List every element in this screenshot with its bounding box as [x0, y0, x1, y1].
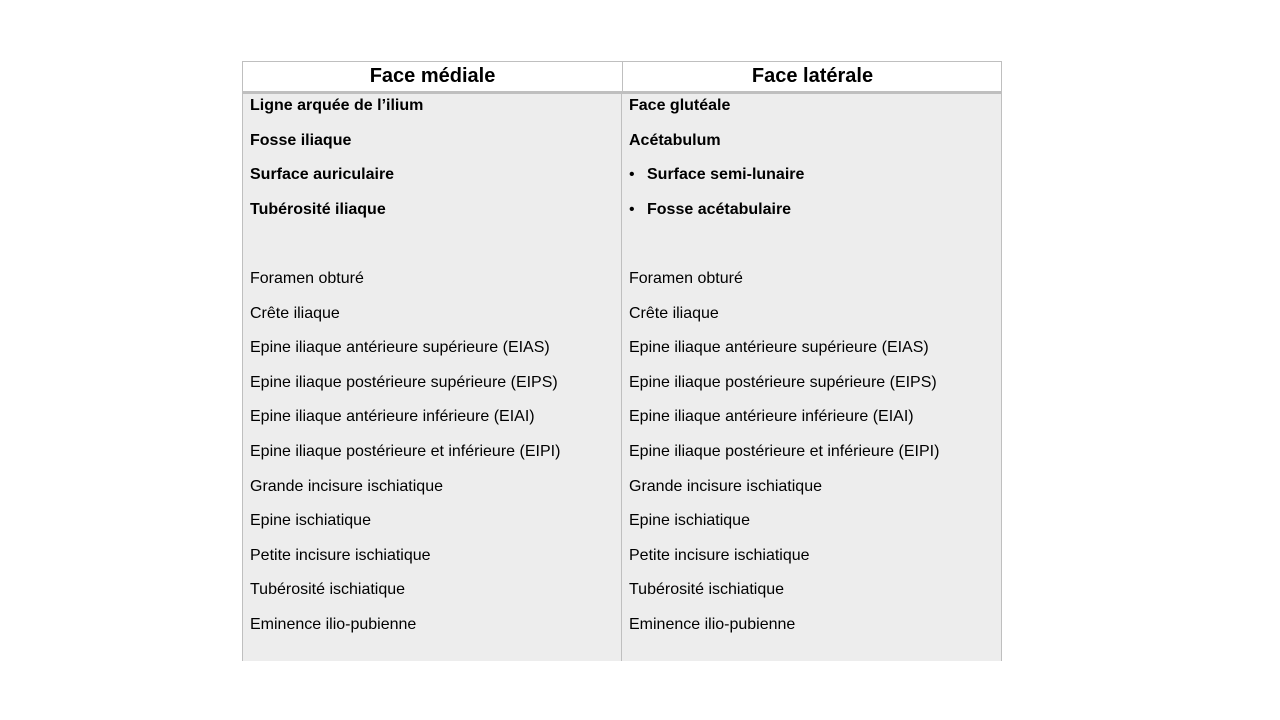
header-face-mediale: Face médiale — [243, 62, 623, 91]
medial-bold-item: Fosse iliaque — [250, 131, 352, 149]
lateral-item: Eminence ilio-pubienne — [629, 615, 796, 633]
lateral-item: Crête iliaque — [629, 304, 719, 322]
medial-item: Eminence ilio-pubienne — [250, 615, 417, 633]
lateral-bold-item: Acétabulum — [629, 131, 721, 149]
medial-item: Tubérosité ischiatique — [250, 581, 406, 599]
medial-item: Foramen obturé — [250, 269, 364, 287]
medial-item: Crête iliaque — [250, 304, 340, 322]
medial-bold-item: Surface auriculaire — [250, 166, 395, 184]
table-header-row — [243, 62, 1001, 94]
header-face-laterale: Face latérale — [751, 65, 874, 87]
medial-item: Epine iliaque postérieure et inférieure (EIPI) — [250, 442, 561, 460]
medial-item: Petite incisure ischiatique — [250, 546, 431, 564]
lateral-bullet-item — [629, 199, 1001, 234]
lateral-item: Tubérosité ischiatique — [629, 581, 785, 599]
medial-item: Grande incisure ischiatique — [250, 477, 443, 495]
lateral-item: Petite incisure ischiatique — [629, 546, 810, 564]
bullet-item-label: Surface semi-lunaire — [647, 166, 805, 184]
table-body-row — [243, 94, 1001, 661]
bullet-icon: • — [629, 200, 635, 218]
lateral-item: Foramen obturé — [629, 269, 743, 287]
lateral-item: Epine iliaque postérieure et inférieure (EIPI) — [629, 442, 940, 460]
medial-bold-item: Ligne arquée de l’ilium — [250, 97, 424, 114]
comparison-table — [242, 61, 1002, 661]
lateral-item: Epine iliaque postérieure supérieure (EIPS) — [629, 373, 937, 391]
medial-bold-item: Tubérosité iliaque — [250, 200, 386, 218]
bullet-icon: • — [629, 166, 635, 184]
medial-spacer — [250, 233, 621, 268]
medial-item: Epine iliaque antérieure inférieure (EIAI) — [250, 408, 535, 426]
lateral-item: Epine iliaque antérieure supérieure (EIAS) — [629, 339, 929, 357]
lateral-item: Epine ischiatique — [629, 512, 750, 530]
lateral-bullet-item — [629, 164, 1001, 199]
medial-column — [243, 94, 622, 661]
lateral-item: Grande incisure ischiatique — [629, 477, 822, 495]
lateral-spacer — [629, 233, 1001, 268]
bullet-item-label: Fosse acétabulaire — [647, 200, 792, 218]
medial-item: Epine ischiatique — [250, 512, 371, 530]
lateral-column — [622, 94, 1001, 661]
medial-item: Epine iliaque antérieure supérieure (EIAS) — [250, 339, 550, 357]
lateral-bold-item: Face glutéale — [629, 97, 731, 114]
medial-item: Epine iliaque postérieure supérieure (EIPS) — [250, 373, 558, 391]
lateral-item: Epine iliaque antérieure inférieure (EIAI) — [629, 408, 914, 426]
